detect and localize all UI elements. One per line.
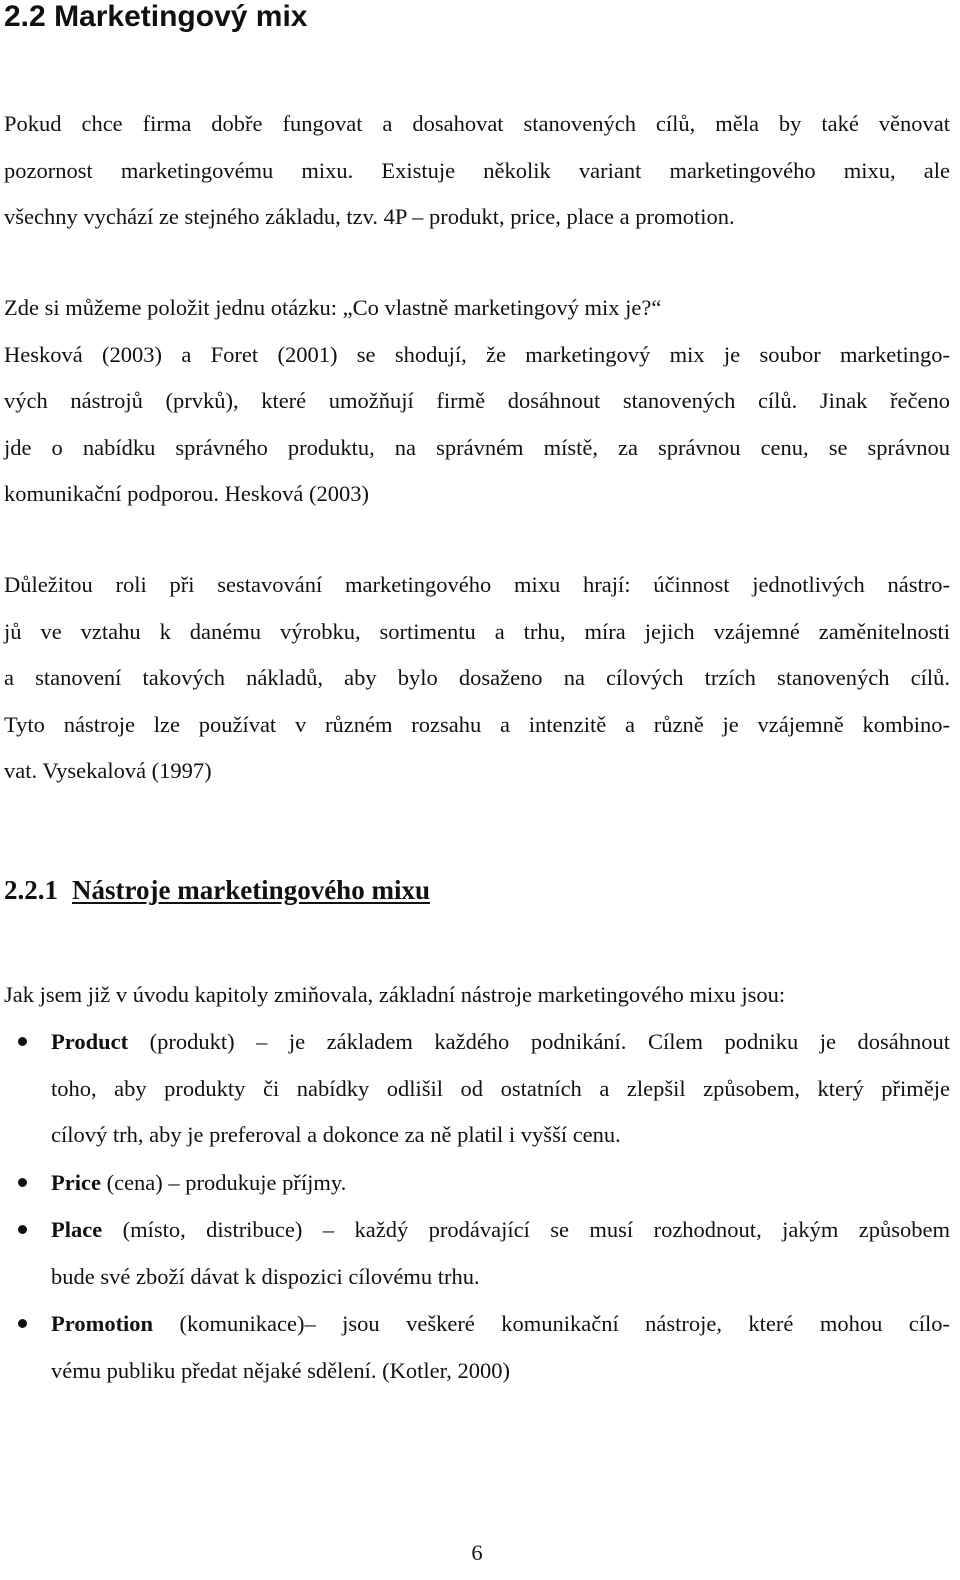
tools-list — [4, 1019, 950, 1394]
tool-term: Promotion — [51, 1311, 154, 1336]
text-line: cílový trh, aby je preferoval a dokonce za ně platil i vyšší cenu. — [51, 1122, 621, 1147]
subsection-number: 2.2.1 — [4, 875, 58, 905]
text-line: vat. Vysekalová (1997) — [4, 758, 212, 783]
tool-term: Place — [51, 1217, 103, 1242]
tool-term: Price — [51, 1169, 101, 1195]
section-heading — [4, 0, 307, 34]
text-line: Jak jsem již v úvodu kapitoly zmiňovala, základní nástroje marketingového mixu jsou: — [4, 982, 786, 1007]
tool-term: Product — [51, 1029, 129, 1054]
tool-description: (komunikace)– jsou veškeré komunikační nástroje, které mohou cílo- — [153, 1311, 950, 1336]
text-line: všechny vychází ze stejného základu, tzv. 4P – produkt, price, place a promotion. — [4, 204, 735, 229]
paragraph-tools-intro — [4, 972, 950, 1019]
text-line: bude své zboží dávat k dispozici cílovému trhu. — [51, 1263, 480, 1289]
text-line: Důležitou roli při sestavování marketingového mixu hrají: účinnost jednotlivých nástro- — [4, 572, 950, 597]
tool-description: (produkt) – je základem každého podnikání. Cílem podniku je dosáhnout — [128, 1029, 950, 1054]
page-number: 6 — [471, 1540, 483, 1565]
text-line: Tyto nástroje lze používat v různém rozsahu a intenzitě a různě je vzájemně kombino- — [4, 711, 950, 737]
text-line: pozornost marketingovému mixu. Existuje několik variant marketingového mixu, ale — [4, 157, 950, 183]
text-line: Hesková (2003) a Foret (2001) se shodují, že marketingový mix je soubor marketingo- — [4, 341, 950, 367]
text-line: toho, aby produkty či nabídky odlišil od ostatních a zlepšil způsobem, který přiměje — [51, 1075, 950, 1101]
tool-description: (cena) – produkuje příjmy. — [100, 1169, 347, 1195]
paragraph-role — [4, 562, 950, 795]
subsection-heading — [4, 870, 430, 910]
list-item — [4, 1019, 950, 1159]
subsection-title: Nástroje marketingového mixu — [72, 875, 430, 905]
text-line: vému publiku předat nějaké sdělení. (Kotler, 2000) — [51, 1357, 510, 1383]
text-line: jde o nabídku správného produktu, na správném místě, za správnou cenu, se správnou — [4, 434, 950, 460]
bullet-icon — [18, 1225, 27, 1234]
list-item — [4, 1301, 950, 1394]
bullet-icon — [18, 1319, 27, 1328]
list-item — [4, 1207, 950, 1300]
tool-description: (místo, distribuce) – každý prodávající se musí rozhodnout, jakým způsobem — [102, 1217, 950, 1242]
text-line: Zde si můžeme položit jednu otázku: „Co vlastně marketingový mix je?“ — [4, 295, 662, 320]
bullet-icon — [18, 1178, 27, 1187]
text-line: vých nástrojů (prvků), které umožňují firmě dosáhnout stanovených cílů. Jinak řečeno — [4, 388, 950, 413]
paragraph-intro — [4, 101, 950, 241]
section-title: Marketingový mix — [54, 0, 308, 33]
text-line: jů ve vztahu k danému výrobku, sortimentu a trhu, míra jejich vzájemné zaměnitelnosti — [4, 618, 950, 644]
text-line: Pokud chce firma dobře fungovat a dosahovat stanovených cílů, měla by také věnovat — [4, 111, 950, 136]
text-line: a stanovení takových nákladů, aby bylo dosaženo na cílových trzích stanovených cílů. — [4, 665, 950, 690]
section-number: 2.2 — [4, 0, 46, 33]
list-item — [4, 1160, 950, 1207]
text-line: komunikační podporou. Hesková (2003) — [4, 481, 369, 506]
paragraph-definition — [4, 285, 950, 518]
bullet-icon — [18, 1037, 27, 1046]
